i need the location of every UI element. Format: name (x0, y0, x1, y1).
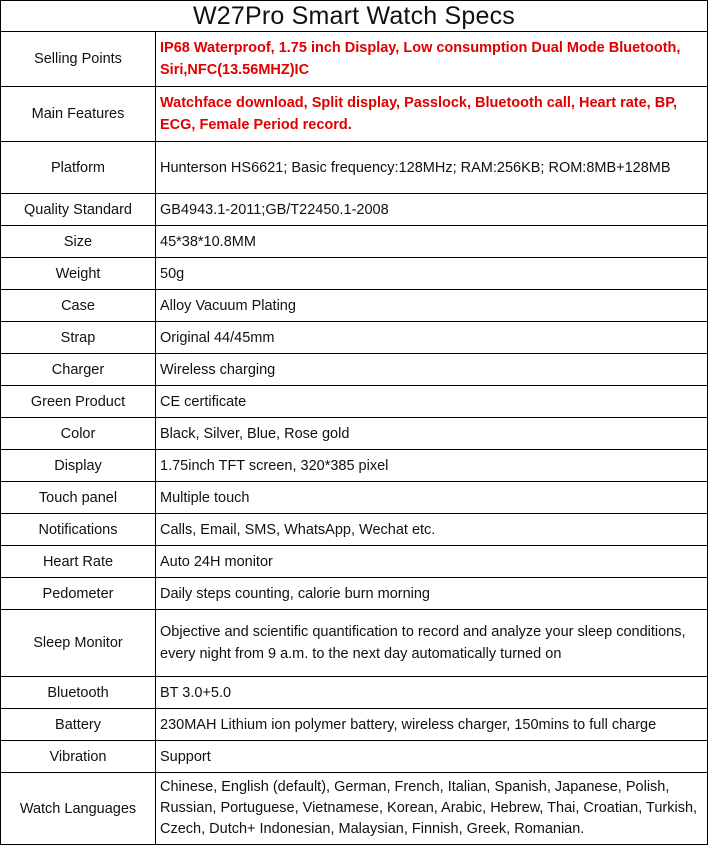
table-row (1, 677, 708, 709)
row-label: Battery (1, 709, 156, 741)
row-label: Bluetooth (1, 677, 156, 709)
table-row (1, 322, 708, 354)
row-value: Black, Silver, Blue, Rose gold (156, 418, 708, 450)
table-row (1, 354, 708, 386)
table-row (1, 226, 708, 258)
row-value: Calls, Email, SMS, WhatsApp, Wechat etc. (156, 514, 708, 546)
row-label: Strap (1, 322, 156, 354)
table-row (1, 773, 708, 845)
row-label: Case (1, 290, 156, 322)
table-row (1, 386, 708, 418)
row-label: Charger (1, 354, 156, 386)
table-row (1, 194, 708, 226)
row-label: Selling Points (1, 32, 156, 87)
row-label: Watch Languages (1, 773, 156, 845)
row-label: Platform (1, 142, 156, 194)
row-label: Quality Standard (1, 194, 156, 226)
row-value: CE certificate (156, 386, 708, 418)
row-value: Auto 24H monitor (156, 546, 708, 578)
page-title: W27Pro Smart Watch Specs (1, 1, 708, 32)
row-value: 50g (156, 258, 708, 290)
row-label: Color (1, 418, 156, 450)
row-value: Chinese, English (default), German, French, Italian, Spanish, Japanese, Polish, Russian, Portuguese, Vietnamese, Korean, Arabic, Hebrew, Thai, Croatian, Turkish, Czech, Dutch+ Indonesian, Malaysian, Finnish, Greek, Romanian. (156, 773, 708, 845)
table-row (1, 709, 708, 741)
row-label: Weight (1, 258, 156, 290)
row-value: IP68 Waterproof, 1.75 inch Display, Low consumption Dual Mode Bluetooth, Siri,NFC(13.56MHZ)IC (156, 32, 708, 87)
row-value: BT 3.0+5.0 (156, 677, 708, 709)
row-value: GB4943.1-2011;GB/T22450.1-2008 (156, 194, 708, 226)
row-value: Hunterson HS6621; Basic frequency:128MHz; RAM:256KB; ROM:8MB+128MB (156, 142, 708, 194)
row-value: Wireless charging (156, 354, 708, 386)
row-label: Size (1, 226, 156, 258)
row-label: Main Features (1, 87, 156, 142)
row-label: Heart Rate (1, 546, 156, 578)
table-row (1, 578, 708, 610)
row-value: Alloy Vacuum Plating (156, 290, 708, 322)
table-row (1, 87, 708, 142)
row-label: Green Product (1, 386, 156, 418)
row-value: Multiple touch (156, 482, 708, 514)
table-row (1, 32, 708, 87)
table-row (1, 142, 708, 194)
row-label: Touch panel (1, 482, 156, 514)
table-row (1, 741, 708, 773)
table-row (1, 546, 708, 578)
table-row (1, 290, 708, 322)
table-row (1, 610, 708, 677)
row-value: Original 44/45mm (156, 322, 708, 354)
row-label: Pedometer (1, 578, 156, 610)
table-row (1, 450, 708, 482)
table-row (1, 482, 708, 514)
row-label: Sleep Monitor (1, 610, 156, 677)
row-value: 230MAH Lithium ion polymer battery, wireless charger, 150mins to full charge (156, 709, 708, 741)
table-row (1, 258, 708, 290)
row-value: Watchface download, Split display, Passlock, Bluetooth call, Heart rate, BP, ECG, Female Period record. (156, 87, 708, 142)
row-value: 1.75inch TFT screen, 320*385 pixel (156, 450, 708, 482)
table-row (1, 514, 708, 546)
row-value: Daily steps counting, calorie burn morning (156, 578, 708, 610)
row-value: 45*38*10.8MM (156, 226, 708, 258)
row-label: Notifications (1, 514, 156, 546)
row-label: Vibration (1, 741, 156, 773)
table-row (1, 418, 708, 450)
row-label: Display (1, 450, 156, 482)
row-value: Support (156, 741, 708, 773)
row-value: Objective and scientific quantification to record and analyze your sleep conditions, every night from 9 a.m. to the next day automatically turned on (156, 610, 708, 677)
title-row (1, 1, 708, 32)
